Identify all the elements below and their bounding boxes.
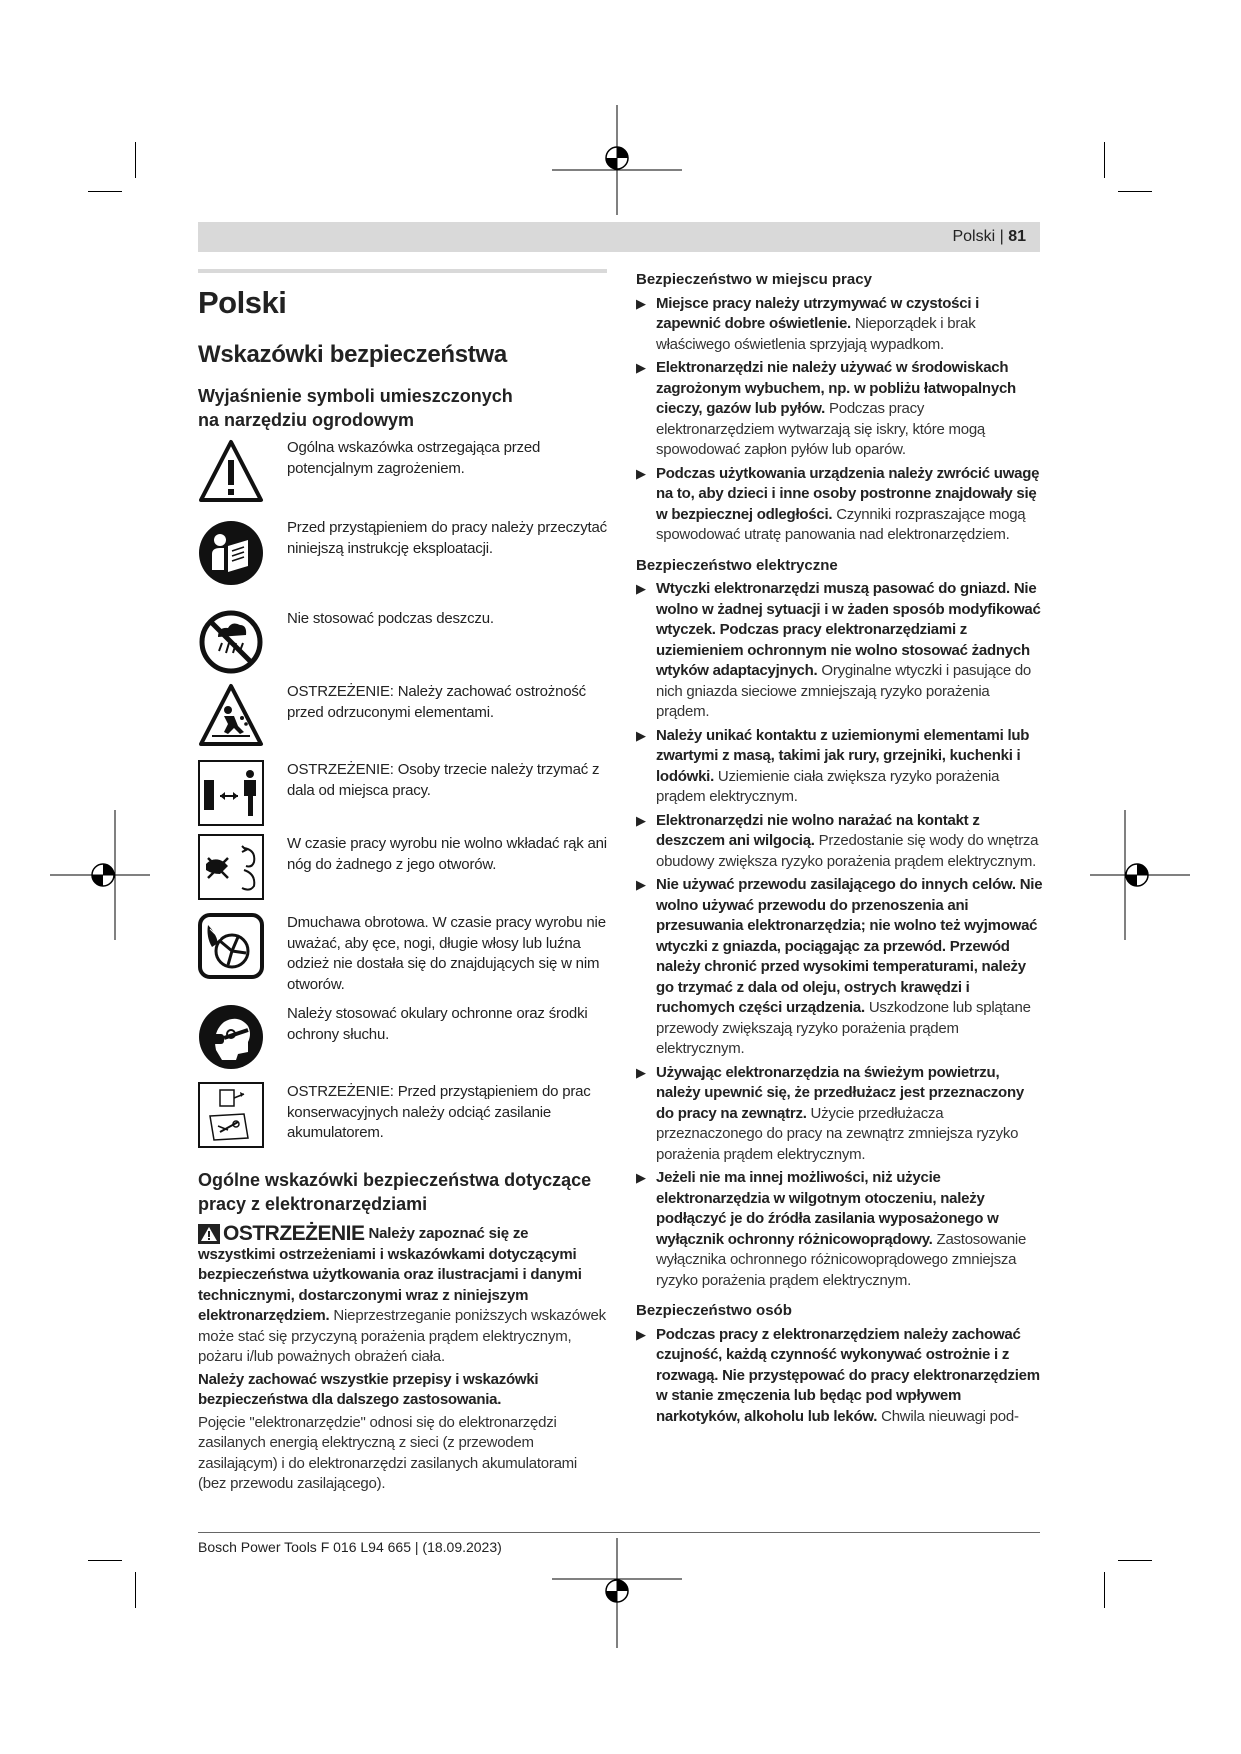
header-section: Polski <box>952 228 996 245</box>
symbol-list <box>198 438 607 1160</box>
symbol-text: Ogólna wskazówka ostrzegająca przed potencjalnym zagrożeniem. <box>287 439 541 477</box>
bullet-bold: Jeżeli nie ma innej możliwości, niż użycie elektronarzędzia w wilgotnym otoczeniu, należy podłączyć je do źródła zasilania wyposażonego w wyłącznik ochronny różnicowoprądowy. <box>656 1169 999 1248</box>
flying-objects-icon <box>198 682 264 748</box>
keep-instructions <box>198 1370 607 1411</box>
warning-rest-text: Nieprzestrzeganie poniższych wskazówek może stać się przyczyną porażenia prądem elektrycznym, pożaru i/lub poważnych obrażeń ciała. <box>198 1307 606 1365</box>
left-column <box>198 278 607 1495</box>
bullet-bold: Wtyczki elektronarzędzi muszą pasować do gniazd. Nie wolno w żadnej sytuacji i w żaden sposób modyfikować wtyczek. Podczas pracy elektronarzędziami z uziemieniem ochronnym nie wolno stosować żadnych wtyków adaptacyjnych. <box>656 580 1041 679</box>
symbol-text: OSTRZEŻENIE: Osoby trzecie należy trzymać z dala od miejsca pracy. <box>287 761 600 799</box>
symbol-text: Nie stosować podczas deszczu. <box>287 610 494 627</box>
bullet-bold: Miejsce pracy należy utrzymywać w czystości i zapewnić dobre oświetlenie. <box>656 294 980 332</box>
warning-block <box>198 1224 607 1495</box>
section-title: Wskazówki bezpieczeństwa <box>198 341 507 368</box>
workplace-safety-section <box>636 270 1045 546</box>
definition-text: Pojęcie "elektronarzędzie" odnosi się do elektronarzędzi zasilanych energią elektryczną z sieci (z przewodem zasilającym) i do elektronarzędzi zasilanych akumulatorami (bez przewodu zasilającego). <box>198 1413 577 1492</box>
personal-safety-section <box>636 1301 1045 1427</box>
bullet-rest: Nieporządek i brak właściwego oświetlenia sprzyjają wypadkom. <box>656 315 976 353</box>
crop-mark <box>1118 191 1152 192</box>
right-column <box>636 270 1045 1427</box>
header-text <box>952 228 1026 246</box>
symbol-row <box>198 834 607 913</box>
warning-triangle-icon <box>198 438 264 504</box>
symbol-row <box>198 1082 607 1160</box>
bullet-bold: Należy unikać kontaktu z uziemionymi elementami lub zwartymi z masą, takimi jak rury, grzejniki, kuchenki i lodówki. <box>656 726 1030 785</box>
crop-mark <box>135 142 136 178</box>
registration-mark-icon <box>1090 810 1190 940</box>
bullet-rest: Zastosowanie wyłącznika ochronnego różnicowoprądowego zmniejsza ryzyko porażenia prądem elektrycznym. <box>656 1230 1027 1289</box>
crop-mark <box>1104 142 1105 178</box>
crop-mark <box>1118 1560 1152 1561</box>
bullet-item <box>636 1168 1045 1291</box>
bullet-rest: Uziemienie ciała zwiększa ryzyko porażenia prądem elektrycznym. <box>656 767 1000 805</box>
warning-paragraph <box>198 1224 607 1368</box>
bullet-arrow-icon: ▶ <box>636 1326 646 1342</box>
bullet-item <box>636 294 1045 356</box>
bullet-arrow-icon: ▶ <box>636 727 646 743</box>
bullet-item <box>636 726 1045 808</box>
general-title: Ogólne wskazówki bezpieczeństwa dotyczące pracy z elektronarzędziami <box>198 1170 592 1214</box>
crop-mark <box>135 1572 136 1608</box>
symbol-text: Należy stosować okulary ochronne oraz środki ochrony słuchu. <box>287 1005 588 1043</box>
registration-mark-icon <box>552 105 682 215</box>
warning-label: OSTRZEŻENIE <box>223 1222 365 1245</box>
bullet-rest: Przedostanie się wody do wnętrza obudowy zwiększa ryzyko porażenia prądem elektrycznym. <box>656 832 1039 870</box>
bullet-rest: Chwila nieuwagi pod- <box>881 1407 1019 1425</box>
bullet-item <box>636 579 1045 723</box>
bullet-rest: Podczas pracy elektronarzędziem wytwarzają się iskry, które mogą spowodować zapłon pyłów lub oparów. <box>656 400 986 458</box>
electrical-safety-section <box>636 556 1045 1292</box>
language-title: Polski <box>198 285 287 320</box>
symbol-text: Dmuchawa obrotowa. W czasie pracy wyrobu nie uważać, aby ęce, nogi, długie włosy lub luźna odzież nie dostała się do znajdujących się w nim otworów. <box>287 914 606 993</box>
warning-badge <box>198 1224 365 1245</box>
bullet-bold: Nie używać przewodu zasilającego do innych celów. Nie wolno używać przewodu do przenoszenia ani przesuwania elektronarzędzia; nie wolno też wyjmować wtyczki z gniazda, pociągając za przewód. Przewód należy chronić przed wysokimi temperaturami, należy go trzymać z dala od oleju, ostrych krawędzi i ruchomych części urządzenia. <box>656 876 1043 1016</box>
crop-mark <box>1104 1572 1105 1608</box>
bullet-bold: Podczas pracy z elektronarzędziem należy zachować czujność, każdą czynność wykonywać ostrożnie i z rozwagą. Nie przystępować do pracy elektronarzędziem w stanie zmęczenia lub będąc pod wpływem narkotyków, alkoholu lub leków. <box>656 1325 1040 1425</box>
footer-rule <box>198 1532 1040 1533</box>
section-heading: Bezpieczeństwo osób <box>636 1302 792 1319</box>
page-number: 81 <box>1008 228 1026 245</box>
bullet-rest: Oryginalne wtyczki i pasujące do nich gniazda sieciowe zmniejszają ryzyko porażenia prądem. <box>656 662 1032 720</box>
bullet-rest: Użycie przedłużacza przeznaczonego do pracy na zewnątrz zmniejsza ryzyko porażenia prądem elektrycznym. <box>656 1104 1019 1163</box>
bullet-item <box>636 811 1045 873</box>
bullet-bold: Używając elektronarzędzia na świeżym powietrzu, należy upewnić się, że przedłużacz jest przeznaczony do pracy na zewnątrz. <box>656 1063 1024 1122</box>
registration-mark-icon <box>552 1538 682 1648</box>
symbol-text: OSTRZEŻENIE: Przed przystąpieniem do prac konserwacyjnych należy odciąć zasilanie akumulatorem. <box>287 1083 591 1141</box>
bullet-bold: Elektronarzędzi nie należy używać w środowiskach zagrożonym wybuchem, np. w pobliżu łatwopalnych cieczy, gazów lub pyłów. <box>656 359 1016 417</box>
bullet-arrow-icon: ▶ <box>636 465 646 481</box>
footer-text: Bosch Power Tools F 016 L94 665 | (18.09.2023) <box>198 1539 502 1555</box>
bullet-arrow-icon: ▶ <box>636 295 646 311</box>
bullet-rest: Czynniki rozpraszające mogą spowodować utratę panowania nad elektronarzędziem. <box>656 505 1026 543</box>
rotating-fan-icon <box>198 913 264 979</box>
column-rule <box>198 269 607 273</box>
read-manual-icon <box>198 520 264 586</box>
registration-mark-icon <box>50 810 150 940</box>
bullet-item <box>636 875 1045 1060</box>
page-header <box>198 222 1040 252</box>
bullet-bold: Elektronarzędzi nie wolno narażać na kontakt z deszczem ani wilgocią. <box>656 811 980 849</box>
symbol-text: OSTRZEŻENIE: Należy zachować ostrożność przed odrzuconymi elementami. <box>287 683 586 721</box>
symbol-row <box>198 609 607 682</box>
bullet-item <box>636 464 1045 546</box>
bullet-arrow-icon: ▶ <box>636 1064 646 1080</box>
symbol-row <box>198 518 607 609</box>
symbol-row <box>198 438 607 518</box>
symbol-text: W czasie pracy wyrobu nie wolno wkładać rąk ani nóg do żadnego z jego otworów. <box>287 835 607 873</box>
bullet-arrow-icon: ▶ <box>636 360 646 375</box>
header-separator: | <box>999 228 1004 245</box>
section-heading: Bezpieczeństwo w miejscu pracy <box>636 271 872 288</box>
symbols-title: Wyjaśnienie symboli umieszczonych na narzędziu ogrodowym <box>198 386 513 430</box>
symbol-row <box>198 682 607 760</box>
section-heading: Bezpieczeństwo elektryczne <box>636 556 838 574</box>
warning-small-icon <box>198 1224 220 1244</box>
bullet-item <box>636 1063 1045 1166</box>
bullet-bold: Podczas użytkowania urządzenia należy zwrócić uwagę na to, aby dzieci i inne osoby postronne znajdowały się w bezpiecznej odległości. <box>656 464 1040 523</box>
symbol-text: Przed przystąpieniem do pracy należy przeczytać niniejszą instrukcję eksploatacji. <box>287 519 607 557</box>
warning-bold-text: Należy zapoznać się ze wszystkimi ostrzeżeniami i wskazówkami dotyczącymi bezpieczeństwa użytkowania oraz ilustracjami i danymi technicznymi, dostarczonymi wraz z niniejszym elektronarzędziem. <box>198 1225 582 1324</box>
bullet-arrow-icon: ▶ <box>636 877 646 892</box>
bullet-item <box>636 1325 1045 1428</box>
symbol-row <box>198 760 607 834</box>
crop-mark <box>88 191 122 192</box>
symbol-row <box>198 1004 607 1082</box>
no-hands-in-openings-icon <box>198 834 264 900</box>
keep-distance-icon <box>198 760 264 826</box>
symbol-row <box>198 913 607 1004</box>
bullet-rest: Uszkodzone lub splątane przewody zwiększają ryzyko porażenia prądem elektrycznym. <box>656 999 1031 1057</box>
eye-ear-protection-icon <box>198 1004 264 1070</box>
remove-battery-icon <box>198 1082 264 1148</box>
keep-instructions-text: Należy zachować wszystkie przepisy i wskazówki bezpieczeństwa dla dalszego zastosowania. <box>198 1370 539 1408</box>
crop-mark <box>88 1560 122 1561</box>
bullet-arrow-icon: ▶ <box>636 581 646 596</box>
bullet-arrow-icon: ▶ <box>636 1170 646 1185</box>
no-rain-icon <box>198 609 264 675</box>
bullet-arrow-icon: ▶ <box>636 812 646 828</box>
bullet-item <box>636 358 1045 461</box>
